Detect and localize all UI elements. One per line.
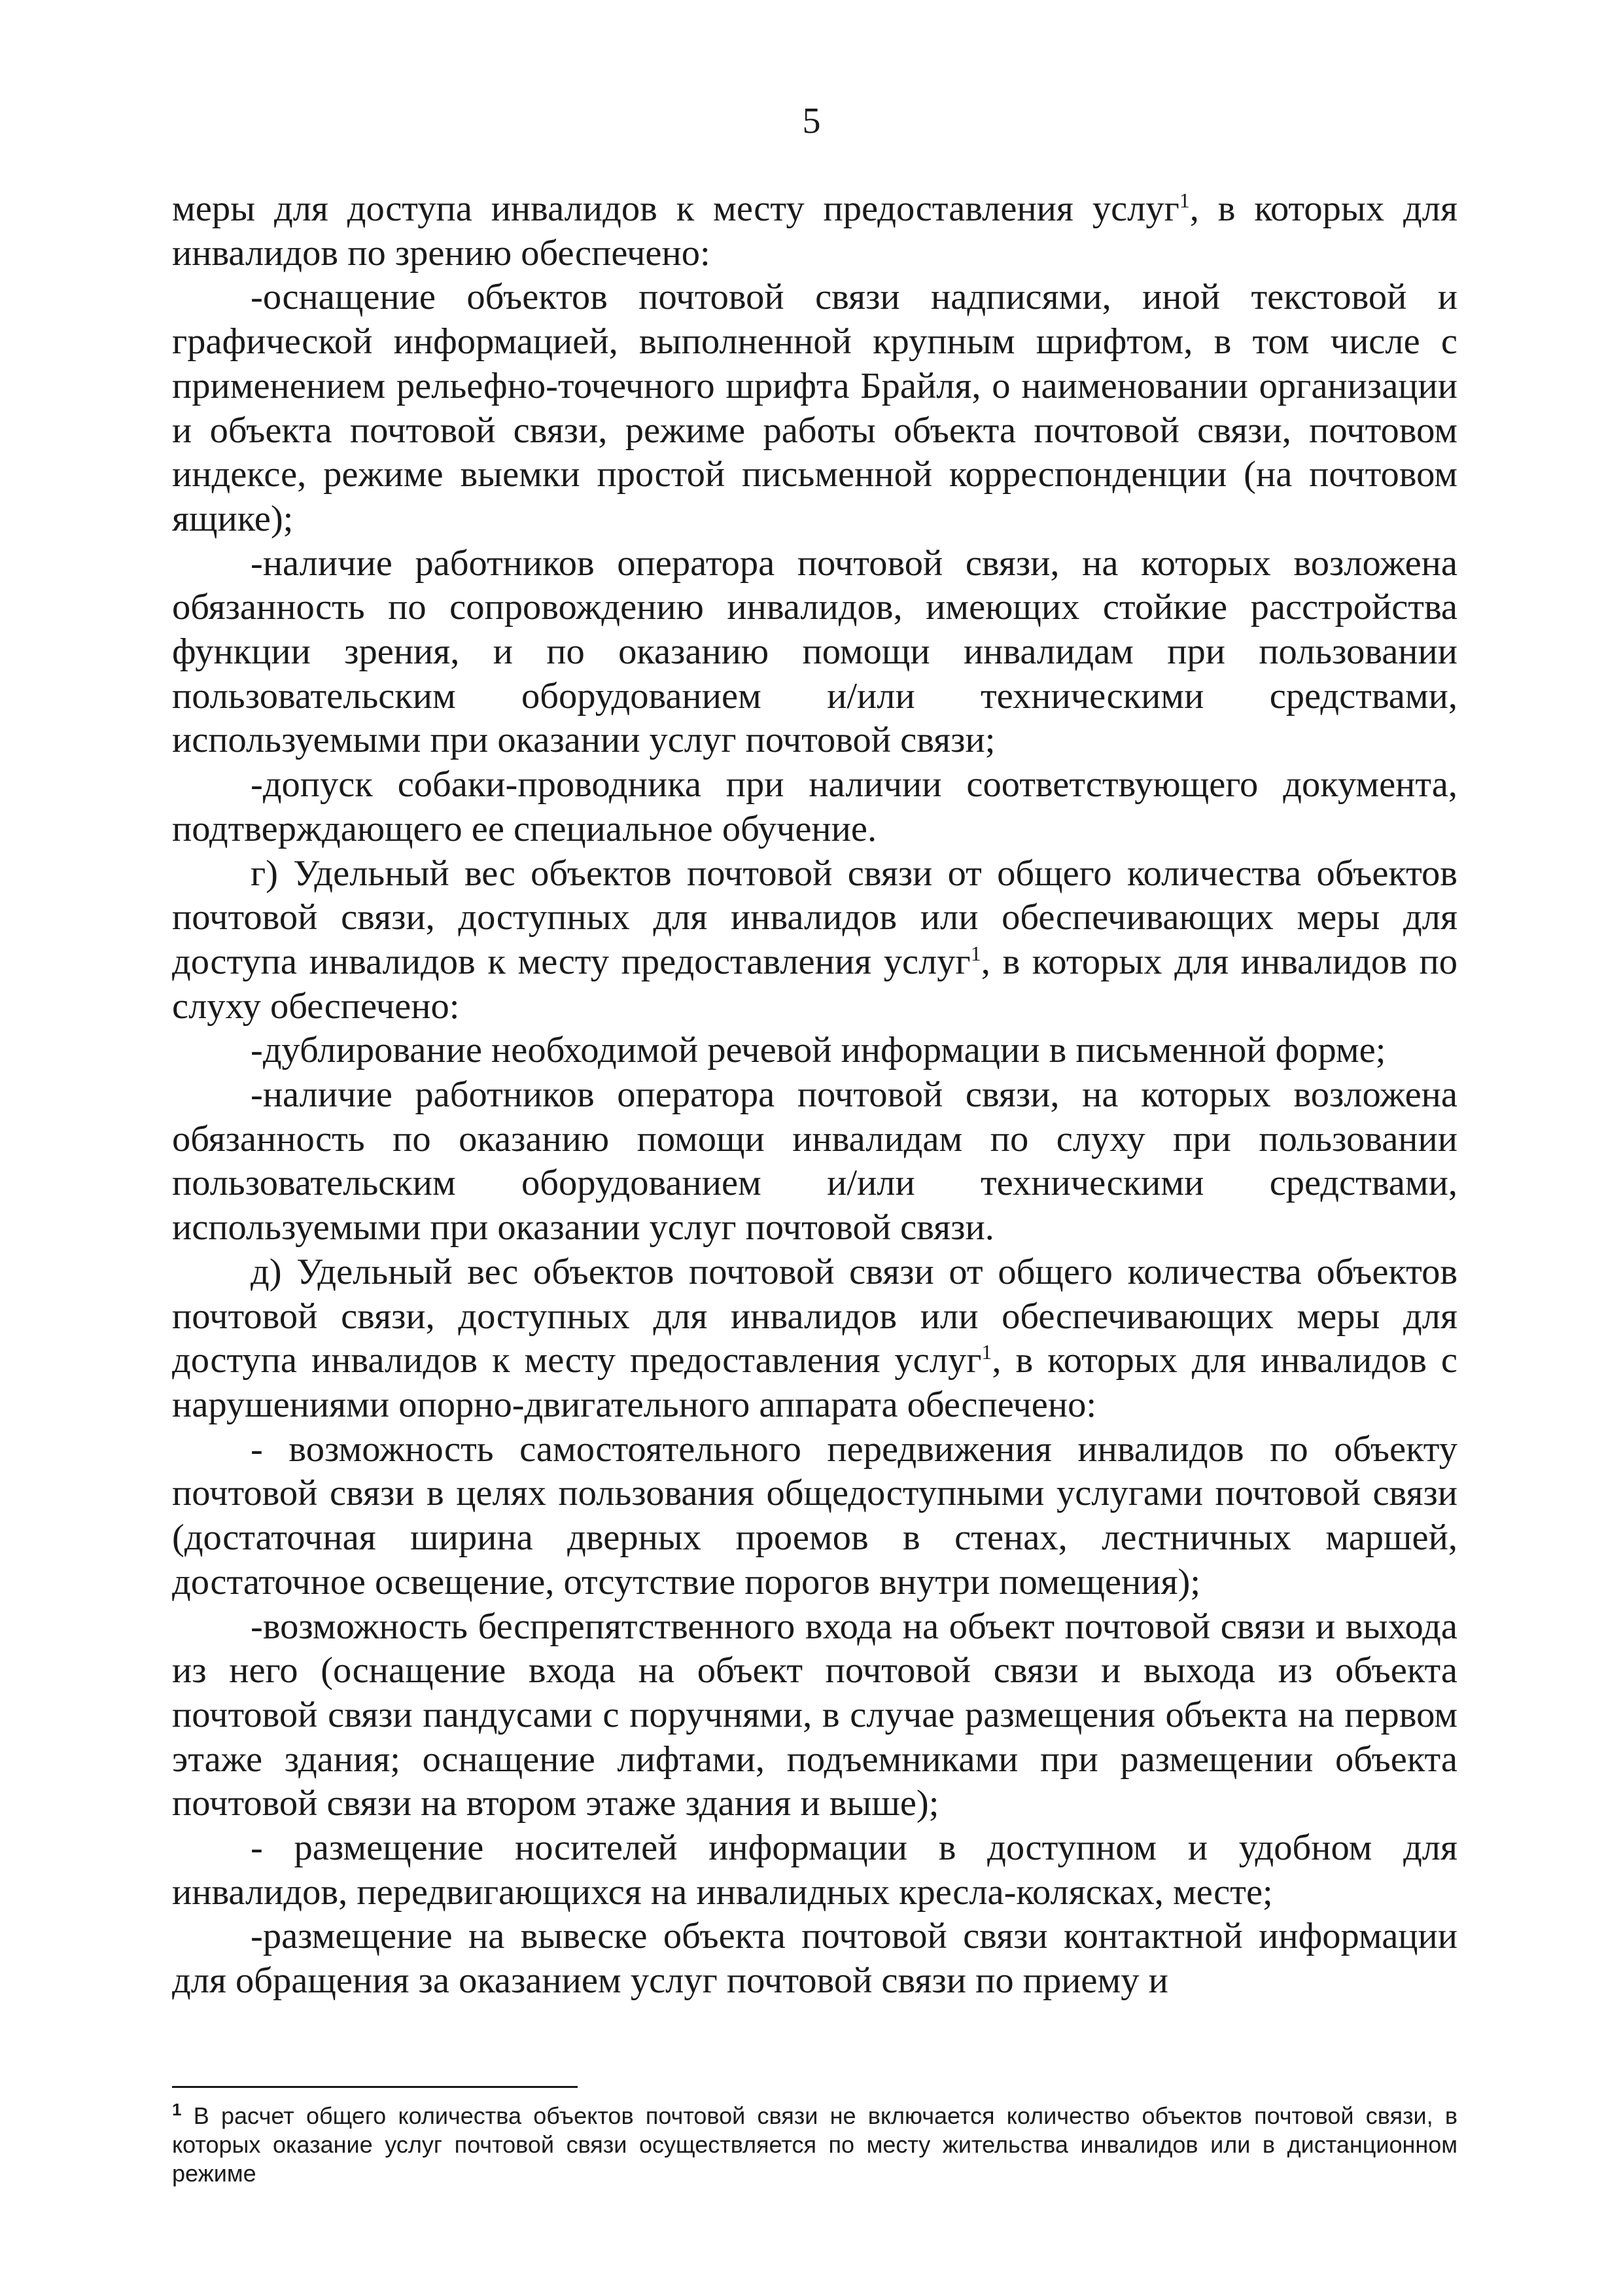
paragraph-5-text: г) Удельный вес объектов почтовой связи от общего количества объектов почтовой связи, доступных для инвалидов или обеспечивающих меры для доступа инвалидов к месту предоставления услуг — [172, 853, 1457, 982]
paragraph-10: -возможность беспрепятственного входа на объект почтовой связи и выхода из него (оснащение входа на объект почтовой связи и выхода из объекта почтовой связи пандусами с поручнями, в случае размещения объекта на первом этаже здания; оснащение лифтами, подъемниками при размещении объекта почтовой связи на втором этаже здания и выше); — [172, 1606, 1457, 1824]
footnote-ref: 1 — [1179, 188, 1190, 213]
paragraph-1 — [172, 187, 1457, 275]
paragraph-11: - размещение носителей информации в доступном и удобном для инвалидов, передвигающихся на инвалидных кресла-колясках, месте; — [172, 1828, 1457, 1913]
footnote-ref: 1 — [970, 942, 981, 966]
paragraph-8-text: д) Удельный вес объектов почтовой связи от общего количества объектов почтовой связи, доступных для инвалидов или обеспечивающих меры для доступа инвалидов к месту предоставления услуг — [172, 1251, 1457, 1381]
page-number: 5 — [802, 101, 821, 141]
paragraph-2: -оснащение объектов почтовой связи надписями, иной текстовой и графической информацией, выполненной крупным шрифтом, в том числе с применением рельефно-точечного шрифта Брайля, о наименовании организации и объекта почтовой связи, режиме работы объекта почтовой связи, почтовом индексе, режиме выемки простой письменной корреспонденции (на почтовом ящике); — [172, 277, 1457, 539]
paragraph-9: - возможность самостоятельного передвижения инвалидов по объекту почтовой связи в целях пользования общедоступными услугами почтовой связи (достаточная ширина дверных проемов в стенах, лестничных маршей, достаточное освещение, отсутствие порогов внутри помещения); — [172, 1428, 1457, 1602]
body-text — [172, 187, 1457, 2004]
paragraph-5-end: , в которых для инвалидов по слуху обеспечено: — [172, 941, 1457, 1027]
paragraph-5 — [172, 852, 1457, 1029]
footnote-divider — [172, 2086, 578, 2088]
paragraph-8-end: , в которых для инвалидов с нарушениями опорно-двигательного аппарата обеспечено: — [172, 1340, 1457, 1425]
footnote-text: В расчет общего количества объектов почтовой связи не включается количество объектов почтовой связи, в которых оказание услуг почтовой связи осуществляется по месту жительства инвалидов или в дистанционном режиме — [172, 2102, 1457, 2187]
paragraph-8 — [172, 1250, 1457, 1428]
paragraph-4: -допуск собаки-проводника при наличии соответствующего документа, подтверждающего ее специальное обучение. — [172, 764, 1457, 849]
paragraph-1-text: меры для доступа инвалидов к месту предоставления услуг — [172, 188, 1179, 229]
paragraph-1-end: , в которых для инвалидов по зрению обеспечено: — [172, 188, 1457, 274]
paragraph-12: -размещение на вывеске объекта почтовой связи контактной информации для обращения за оказанием услуг почтовой связи по приему и — [172, 1916, 1457, 2002]
paragraph-6: -дублирование необходимой речевой информации в письменной форме; — [251, 1030, 1386, 1071]
footnote — [172, 2102, 1457, 2188]
paragraph-7: -наличие работников оператора почтовой связи, на которых возложена обязанность по оказанию помощи инвалидам по слуху при пользовании пользовательским оборудованием и/или техническими средствами, используемыми при оказании услуг почтовой связи. — [172, 1074, 1457, 1248]
footnote-ref: 1 — [981, 1340, 992, 1364]
paragraph-3: -наличие работников оператора почтовой связи, на которых возложена обязанность по сопровождению инвалидов, имеющих стойкие расстройства функции зрения, и по оказанию помощи инвалидам при пользовании пользовательским оборудованием и/или техническими средствами, используемыми при оказании услуг почтовой связи; — [172, 542, 1457, 761]
footnote-marker: 1 — [172, 2100, 182, 2119]
